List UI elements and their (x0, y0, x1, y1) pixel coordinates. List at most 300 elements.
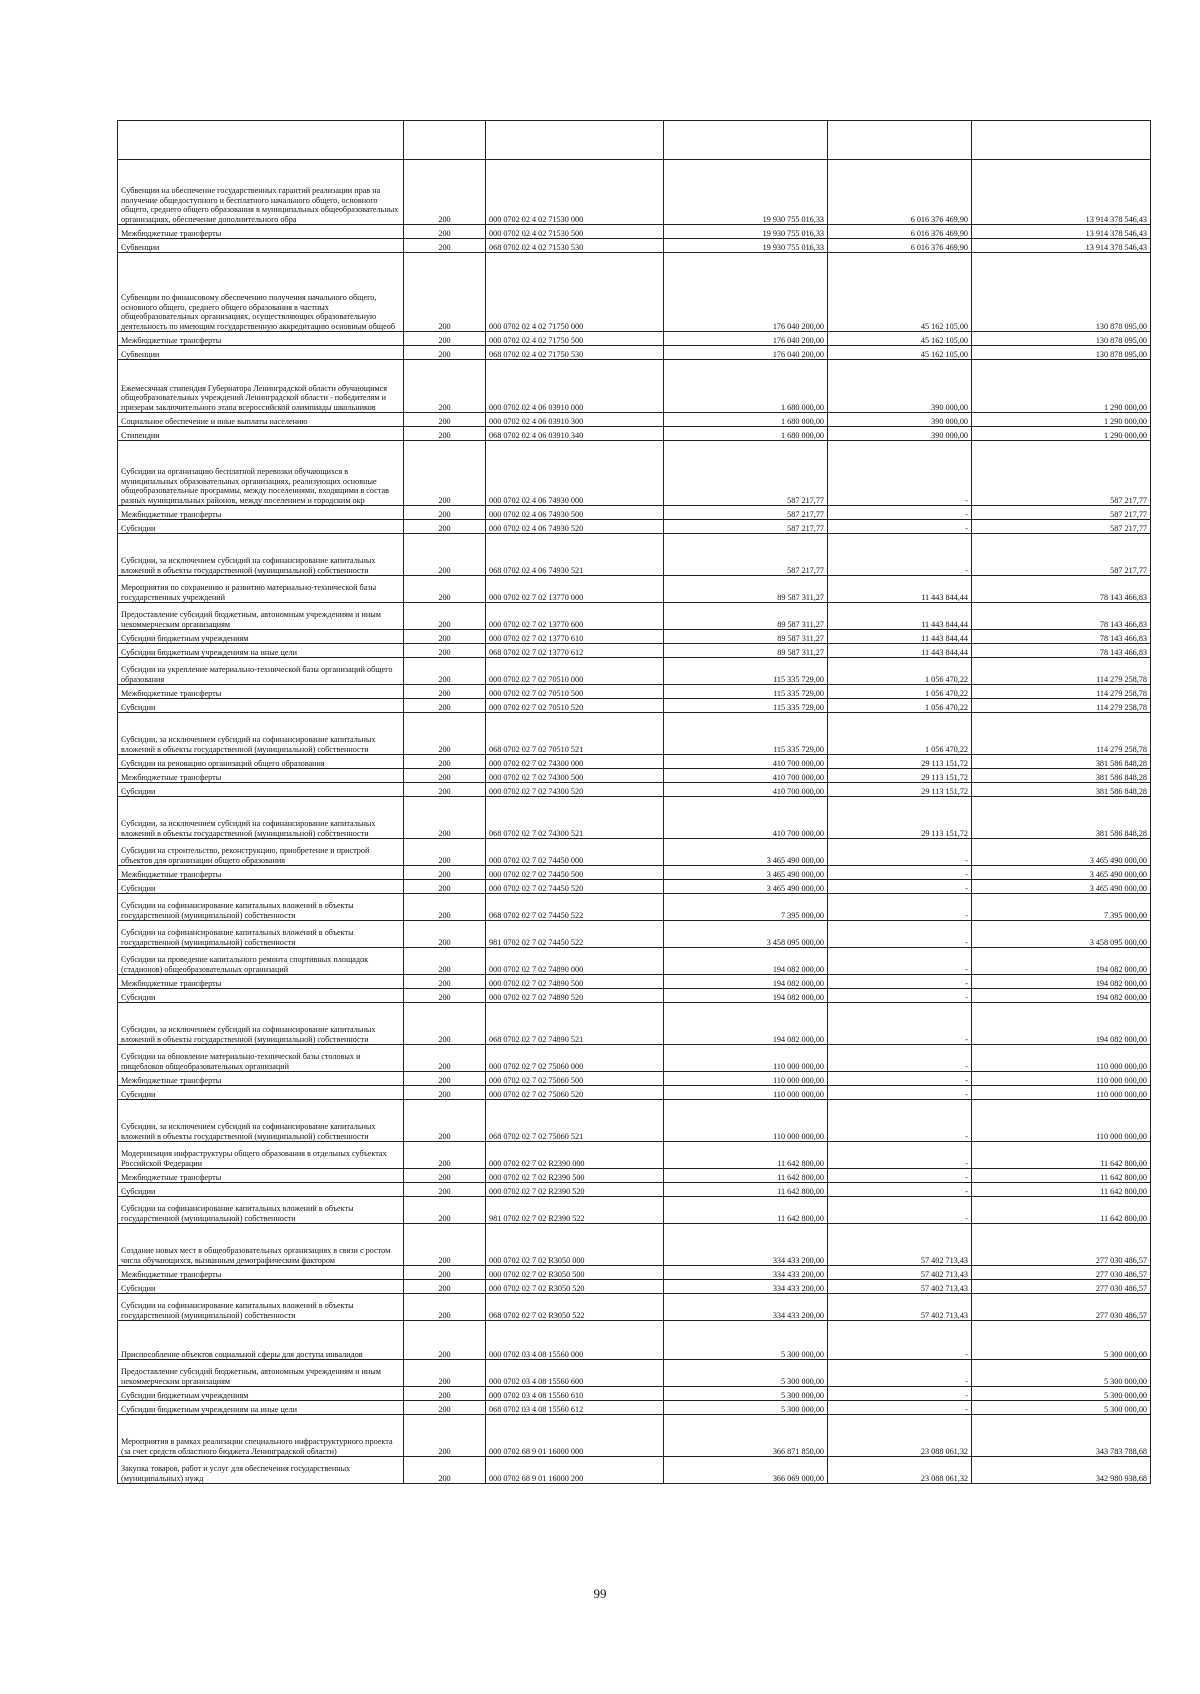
indicator-name-cell: Межбюджетные трансферты (118, 866, 404, 880)
indicator-name-cell: Субсидии, за исключением субсидий на софинансирование капитальных вложений в объекты государственной (муниципальной) собственности (118, 797, 404, 839)
budget-classification-code-cell: 068 0702 02 4 06 03910 340 (486, 427, 664, 441)
indicator-name-cell: Субсидии, за исключением субсидий на софинансирование капитальных вложений в объекты государственной (муниципальной) собственности (118, 713, 404, 755)
unexecuted-cell: 5 300 000,00 (972, 1387, 1151, 1401)
line-code-cell: 200 (404, 1086, 486, 1100)
executed-cell: - (828, 839, 972, 866)
unexecuted-cell: 130 878 095,00 (972, 332, 1151, 346)
indicator-name-cell: Субвенции (118, 346, 404, 360)
table-header-row (118, 121, 1151, 160)
executed-cell: - (828, 989, 972, 1003)
indicator-name-cell: Стипендии (118, 427, 404, 441)
budget-execution-table (117, 120, 1151, 1484)
table-row (118, 921, 1151, 948)
table-row (118, 989, 1151, 1003)
line-code-cell: 200 (404, 1183, 486, 1197)
line-code-cell: 200 (404, 534, 486, 576)
line-code-cell: 200 (404, 520, 486, 534)
executed-cell: - (828, 948, 972, 975)
executed-cell: - (828, 921, 972, 948)
line-code-cell: 200 (404, 1169, 486, 1183)
line-code-cell: 200 (404, 1321, 486, 1360)
indicator-name-cell: Межбюджетные трансферты (118, 1169, 404, 1183)
budget-classification-code-cell: 068 0702 02 4 02 71530 530 (486, 239, 664, 253)
line-code-cell: 200 (404, 1280, 486, 1294)
approved-budget-cell: 194 082 000,00 (664, 1003, 828, 1045)
approved-budget-cell: 176 040 200,00 (664, 253, 828, 332)
approved-budget-cell: 5 300 000,00 (664, 1387, 828, 1401)
unexecuted-cell: 342 980 938,68 (972, 1457, 1151, 1484)
unexecuted-cell: 78 143 466,83 (972, 630, 1151, 644)
budget-classification-code-cell: 981 0702 02 7 02 74450 522 (486, 921, 664, 948)
indicator-name-cell: Субсидии на софинансирование капитальных вложений в объекты государственной (муниципальной) собственности (118, 1294, 404, 1321)
indicator-name-cell: Субсидии на софинансирование капитальных вложений в объекты государственной (муниципальной) собственности (118, 894, 404, 921)
approved-budget-cell: 110 000 000,00 (664, 1086, 828, 1100)
approved-budget-cell: 194 082 000,00 (664, 989, 828, 1003)
line-code-cell: 200 (404, 1415, 486, 1457)
approved-budget-cell: 366 069 000,00 (664, 1457, 828, 1484)
unexecuted-cell: 381 586 848,28 (972, 797, 1151, 839)
indicator-name-cell: Субсидии на организацию бесплатной перевозки обучающихся в муниципальных образовательных организациях, реализующих основные общеобразовательные программы, между поселениями, входящими в состав разных муниципальных районов, между поселением и городским окр (118, 441, 404, 506)
line-code-cell: 200 (404, 839, 486, 866)
unexecuted-cell: 3 465 490 000,00 (972, 866, 1151, 880)
line-code-cell: 200 (404, 603, 486, 630)
table-row (118, 1169, 1151, 1183)
line-code-cell: 200 (404, 713, 486, 755)
approved-budget-cell: 7 395 000,00 (664, 894, 828, 921)
executed-cell: 1 056 470,22 (828, 658, 972, 685)
header-cell (404, 121, 486, 160)
unexecuted-cell: 343 783 788,68 (972, 1415, 1151, 1457)
approved-budget-cell: 3 465 490 000,00 (664, 866, 828, 880)
line-code-cell: 200 (404, 685, 486, 699)
table-row (118, 346, 1151, 360)
line-code-cell: 200 (404, 948, 486, 975)
unexecuted-cell: 3 465 490 000,00 (972, 839, 1151, 866)
table-row (118, 160, 1151, 225)
unexecuted-cell: 277 030 486,57 (972, 1266, 1151, 1280)
approved-budget-cell: 1 680 000,00 (664, 413, 828, 427)
approved-budget-cell: 89 587 311,27 (664, 576, 828, 603)
table-row (118, 1045, 1151, 1072)
executed-cell: - (828, 1197, 972, 1224)
executed-cell: 29 113 151,72 (828, 783, 972, 797)
approved-budget-cell: 11 642 800,00 (664, 1197, 828, 1224)
approved-budget-cell: 110 000 000,00 (664, 1072, 828, 1086)
executed-cell: - (828, 441, 972, 506)
indicator-name-cell: Субсидии (118, 1086, 404, 1100)
indicator-name-cell: Межбюджетные трансферты (118, 1266, 404, 1280)
unexecuted-cell: 114 279 258,78 (972, 685, 1151, 699)
line-code-cell: 200 (404, 644, 486, 658)
indicator-name-cell: Межбюджетные трансферты (118, 1072, 404, 1086)
executed-cell: 1 056 470,22 (828, 685, 972, 699)
unexecuted-cell: 110 000 000,00 (972, 1072, 1151, 1086)
budget-classification-code-cell: 000 0702 02 4 02 71530 000 (486, 160, 664, 225)
table-body (118, 121, 1151, 1484)
unexecuted-cell: 3 458 095 000,00 (972, 921, 1151, 948)
budget-classification-code-cell: 000 0702 02 4 06 03910 000 (486, 360, 664, 413)
line-code-cell: 200 (404, 441, 486, 506)
table-row (118, 658, 1151, 685)
budget-classification-code-cell: 000 0702 02 7 02 13770 610 (486, 630, 664, 644)
line-code-cell: 200 (404, 699, 486, 713)
table-row (118, 839, 1151, 866)
unexecuted-cell: 277 030 486,57 (972, 1224, 1151, 1266)
unexecuted-cell: 381 586 848,28 (972, 755, 1151, 769)
approved-budget-cell: 110 000 000,00 (664, 1100, 828, 1142)
indicator-name-cell: Субсидии (118, 1280, 404, 1294)
approved-budget-cell: 19 930 755 016,33 (664, 225, 828, 239)
unexecuted-cell: 1 290 000,00 (972, 360, 1151, 413)
table-row (118, 755, 1151, 769)
executed-cell: 29 113 151,72 (828, 769, 972, 783)
table-row (118, 1415, 1151, 1457)
executed-cell: - (828, 1072, 972, 1086)
approved-budget-cell: 176 040 200,00 (664, 332, 828, 346)
indicator-name-cell: Субвенции на обеспечение государственных гарантий реализации прав на получение общедоступного и бесплатного начального общего, основного общего, среднего общего образования в муниципальных общеобразовательных организациях, обеспечение дополнительного обра (118, 160, 404, 225)
budget-classification-code-cell: 000 0702 02 7 02 74890 000 (486, 948, 664, 975)
unexecuted-cell: 78 143 466,83 (972, 603, 1151, 630)
line-code-cell: 200 (404, 921, 486, 948)
budget-classification-code-cell: 068 0702 02 7 02 74450 522 (486, 894, 664, 921)
table-row (118, 880, 1151, 894)
approved-budget-cell: 410 700 000,00 (664, 783, 828, 797)
line-code-cell: 200 (404, 658, 486, 685)
line-code-cell: 200 (404, 975, 486, 989)
table-row (118, 1266, 1151, 1280)
table-row (118, 520, 1151, 534)
table-row (118, 603, 1151, 630)
executed-cell: - (828, 866, 972, 880)
budget-classification-code-cell: 000 0702 02 4 02 71530 500 (486, 225, 664, 239)
unexecuted-cell: 277 030 486,57 (972, 1280, 1151, 1294)
executed-cell: 23 088 061,32 (828, 1415, 972, 1457)
line-code-cell: 200 (404, 1401, 486, 1415)
unexecuted-cell: 1 290 000,00 (972, 427, 1151, 441)
approved-budget-cell: 19 930 755 016,33 (664, 239, 828, 253)
indicator-name-cell: Закупка товаров, работ и услуг для обеспечения государственных (муниципальных) нужд (118, 1457, 404, 1484)
budget-classification-code-cell: 000 0702 02 7 02 74450 500 (486, 866, 664, 880)
line-code-cell: 200 (404, 1100, 486, 1142)
line-code-cell: 200 (404, 1387, 486, 1401)
line-code-cell: 200 (404, 989, 486, 1003)
executed-cell: 57 402 713,43 (828, 1280, 972, 1294)
indicator-name-cell: Субсидии (118, 783, 404, 797)
header-cell (664, 121, 828, 160)
indicator-name-cell: Межбюджетные трансферты (118, 506, 404, 520)
indicator-name-cell: Ежемесячная стипендия Губернатора Ленинградской области обучающимся общеобразовательных учреждений Ленинградской области - победителям и призерам заключительного этапа всероссийской олимпиады школьников (118, 360, 404, 413)
unexecuted-cell: 194 082 000,00 (972, 948, 1151, 975)
budget-classification-code-cell: 000 0702 02 7 02 74300 000 (486, 755, 664, 769)
approved-budget-cell: 115 335 729,00 (664, 658, 828, 685)
executed-cell: 1 056 470,22 (828, 713, 972, 755)
table-row (118, 1360, 1151, 1387)
unexecuted-cell: 13 914 378 546,43 (972, 160, 1151, 225)
budget-classification-code-cell: 000 0702 02 4 02 71750 000 (486, 253, 664, 332)
unexecuted-cell: 194 082 000,00 (972, 1003, 1151, 1045)
unexecuted-cell: 110 000 000,00 (972, 1086, 1151, 1100)
budget-classification-code-cell: 000 0702 03 4 08 15560 600 (486, 1360, 664, 1387)
budget-classification-code-cell: 000 0702 02 7 02 R3050 520 (486, 1280, 664, 1294)
line-code-cell: 200 (404, 160, 486, 225)
unexecuted-cell: 114 279 258,78 (972, 658, 1151, 685)
line-code-cell: 200 (404, 506, 486, 520)
table-row (118, 797, 1151, 839)
executed-cell: - (828, 1183, 972, 1197)
budget-classification-code-cell: 000 0702 02 7 02 13770 600 (486, 603, 664, 630)
executed-cell: 57 402 713,43 (828, 1294, 972, 1321)
unexecuted-cell: 13 914 378 546,43 (972, 225, 1151, 239)
unexecuted-cell: 3 465 490 000,00 (972, 880, 1151, 894)
approved-budget-cell: 115 335 729,00 (664, 699, 828, 713)
approved-budget-cell: 11 642 800,00 (664, 1142, 828, 1169)
executed-cell: - (828, 1086, 972, 1100)
line-code-cell: 200 (404, 880, 486, 894)
executed-cell: - (828, 975, 972, 989)
budget-classification-code-cell: 000 0702 02 4 06 74930 000 (486, 441, 664, 506)
line-code-cell: 200 (404, 1197, 486, 1224)
executed-cell: 390 000,00 (828, 360, 972, 413)
table-row (118, 1280, 1151, 1294)
unexecuted-cell: 11 642 800,00 (972, 1183, 1151, 1197)
line-code-cell: 200 (404, 576, 486, 603)
approved-budget-cell: 89 587 311,27 (664, 644, 828, 658)
line-code-cell: 200 (404, 1003, 486, 1045)
executed-cell: 57 402 713,43 (828, 1266, 972, 1280)
indicator-name-cell: Субсидии (118, 880, 404, 894)
executed-cell: 11 443 844,44 (828, 644, 972, 658)
table-row (118, 534, 1151, 576)
table-row (118, 576, 1151, 603)
executed-cell: 390 000,00 (828, 413, 972, 427)
unexecuted-cell: 194 082 000,00 (972, 975, 1151, 989)
executed-cell: 11 443 844,44 (828, 630, 972, 644)
line-code-cell: 200 (404, 225, 486, 239)
header-cell (972, 121, 1151, 160)
unexecuted-cell: 11 642 800,00 (972, 1197, 1151, 1224)
unexecuted-cell: 110 000 000,00 (972, 1045, 1151, 1072)
approved-budget-cell: 366 871 850,00 (664, 1415, 828, 1457)
executed-cell: 11 443 844,44 (828, 603, 972, 630)
budget-classification-code-cell: 000 0702 02 7 02 70510 000 (486, 658, 664, 685)
line-code-cell: 200 (404, 413, 486, 427)
approved-budget-cell: 334 433 200,00 (664, 1266, 828, 1280)
unexecuted-cell: 130 878 095,00 (972, 346, 1151, 360)
approved-budget-cell: 587 217,77 (664, 441, 828, 506)
line-code-cell: 200 (404, 797, 486, 839)
unexecuted-cell: 11 642 800,00 (972, 1142, 1151, 1169)
indicator-name-cell: Субсидии бюджетным учреждениям (118, 1387, 404, 1401)
line-code-cell: 200 (404, 755, 486, 769)
approved-budget-cell: 176 040 200,00 (664, 346, 828, 360)
indicator-name-cell: Субсидии, за исключением субсидий на софинансирование капитальных вложений в объекты государственной (муниципальной) собственности (118, 1003, 404, 1045)
approved-budget-cell: 410 700 000,00 (664, 797, 828, 839)
executed-cell: 6 016 376 469,90 (828, 239, 972, 253)
table-row (118, 713, 1151, 755)
approved-budget-cell: 5 300 000,00 (664, 1360, 828, 1387)
approved-budget-cell: 19 930 755 016,33 (664, 160, 828, 225)
budget-classification-code-cell: 000 0702 02 7 02 74890 500 (486, 975, 664, 989)
approved-budget-cell: 334 433 200,00 (664, 1280, 828, 1294)
executed-cell: 390 000,00 (828, 427, 972, 441)
unexecuted-cell: 587 217,77 (972, 441, 1151, 506)
executed-cell: 11 443 844,44 (828, 576, 972, 603)
budget-classification-code-cell: 068 0702 02 4 06 74930 521 (486, 534, 664, 576)
approved-budget-cell: 11 642 800,00 (664, 1169, 828, 1183)
line-code-cell: 200 (404, 866, 486, 880)
table-row (118, 413, 1151, 427)
executed-cell: - (828, 1401, 972, 1415)
indicator-name-cell: Мероприятия в рамках реализации специального инфраструктурного проекта (за счет средств областного бюджета Ленинградской области) (118, 1415, 404, 1457)
table-row (118, 1142, 1151, 1169)
budget-classification-code-cell: 068 0702 02 7 02 13770 612 (486, 644, 664, 658)
unexecuted-cell: 194 082 000,00 (972, 989, 1151, 1003)
indicator-name-cell: Субсидии на строительство, реконструкцию, приобретение и пристрой объектов для организации общего образования (118, 839, 404, 866)
budget-classification-code-cell: 000 0702 02 7 02 R3050 000 (486, 1224, 664, 1266)
approved-budget-cell: 587 217,77 (664, 520, 828, 534)
budget-classification-code-cell: 000 0702 02 7 02 R3050 500 (486, 1266, 664, 1280)
budget-classification-code-cell: 068 0702 02 7 02 74300 521 (486, 797, 664, 839)
unexecuted-cell: 277 030 486,57 (972, 1294, 1151, 1321)
unexecuted-cell: 1 290 000,00 (972, 413, 1151, 427)
budget-classification-code-cell: 000 0702 02 7 02 74450 520 (486, 880, 664, 894)
indicator-name-cell: Субвенции по финансовому обеспечению получения начального общего, основного общего, среднего общего образования в частных общеобразовательных организациях, осуществляющих образовательную деятельность по имеющим государственную аккредитацию основным общеоб (118, 253, 404, 332)
unexecuted-cell: 110 000 000,00 (972, 1100, 1151, 1142)
line-code-cell: 200 (404, 253, 486, 332)
line-code-cell: 200 (404, 1045, 486, 1072)
budget-classification-code-cell: 000 0702 02 7 02 R2390 500 (486, 1169, 664, 1183)
table-row (118, 441, 1151, 506)
table-row (118, 894, 1151, 921)
budget-classification-code-cell: 000 0702 02 7 02 75060 520 (486, 1086, 664, 1100)
approved-budget-cell: 410 700 000,00 (664, 769, 828, 783)
executed-cell: - (828, 534, 972, 576)
table-row (118, 1401, 1151, 1415)
indicator-name-cell: Межбюджетные трансферты (118, 225, 404, 239)
indicator-name-cell: Модернизация инфраструктуры общего образования в отдельных субъектах Российской Федерации (118, 1142, 404, 1169)
header-cell (118, 121, 404, 160)
budget-classification-code-cell: 068 0702 02 4 02 71750 530 (486, 346, 664, 360)
unexecuted-cell: 5 300 000,00 (972, 1360, 1151, 1387)
indicator-name-cell: Субсидии (118, 520, 404, 534)
executed-cell: 57 402 713,43 (828, 1224, 972, 1266)
budget-classification-code-cell: 000 0702 03 4 08 15560 000 (486, 1321, 664, 1360)
line-code-cell: 200 (404, 360, 486, 413)
table-row (118, 769, 1151, 783)
indicator-name-cell: Субсидии бюджетным учреждениям на иные цели (118, 1401, 404, 1415)
executed-cell: - (828, 1045, 972, 1072)
table-row (118, 1294, 1151, 1321)
table-row (118, 685, 1151, 699)
line-code-cell: 200 (404, 427, 486, 441)
line-code-cell: 200 (404, 769, 486, 783)
executed-cell: - (828, 506, 972, 520)
budget-classification-code-cell: 000 0702 02 7 02 R2390 000 (486, 1142, 664, 1169)
table-row (118, 783, 1151, 797)
executed-cell: 29 113 151,72 (828, 797, 972, 839)
line-code-cell: 200 (404, 894, 486, 921)
executed-cell: - (828, 520, 972, 534)
budget-classification-code-cell: 068 0702 02 7 02 74890 521 (486, 1003, 664, 1045)
budget-classification-code-cell: 068 0702 03 4 08 15560 612 (486, 1401, 664, 1415)
approved-budget-cell: 3 458 095 000,00 (664, 921, 828, 948)
budget-classification-code-cell: 000 0702 02 7 02 13770 000 (486, 576, 664, 603)
table-row (118, 948, 1151, 975)
budget-classification-code-cell: 000 0702 02 7 02 74450 000 (486, 839, 664, 866)
table-row (118, 975, 1151, 989)
approved-budget-cell: 5 300 000,00 (664, 1401, 828, 1415)
unexecuted-cell: 587 217,77 (972, 506, 1151, 520)
indicator-name-cell: Субсидии (118, 699, 404, 713)
table-row (118, 699, 1151, 713)
indicator-name-cell: Приспособление объектов социальной сферы для доступа инвалидов (118, 1321, 404, 1360)
table-row (118, 1086, 1151, 1100)
approved-budget-cell: 5 300 000,00 (664, 1321, 828, 1360)
table-row (118, 1197, 1151, 1224)
table-row (118, 1457, 1151, 1484)
indicator-name-cell: Межбюджетные трансферты (118, 332, 404, 346)
unexecuted-cell: 5 300 000,00 (972, 1401, 1151, 1415)
executed-cell: - (828, 1321, 972, 1360)
approved-budget-cell: 194 082 000,00 (664, 975, 828, 989)
indicator-name-cell: Субсидии, за исключением субсидий на софинансирование капитальных вложений в объекты государственной (муниципальной) собственности (118, 1100, 404, 1142)
indicator-name-cell: Субсидии на софинансирование капитальных вложений в объекты государственной (муниципальной) собственности (118, 1197, 404, 1224)
approved-budget-cell: 1 680 000,00 (664, 360, 828, 413)
executed-cell: - (828, 1100, 972, 1142)
line-code-cell: 200 (404, 332, 486, 346)
approved-budget-cell: 587 217,77 (664, 506, 828, 520)
table-row (118, 225, 1151, 239)
table-row (118, 644, 1151, 658)
budget-classification-code-cell: 000 0702 02 7 02 75060 000 (486, 1045, 664, 1072)
executed-cell: 6 016 376 469,90 (828, 225, 972, 239)
line-code-cell: 200 (404, 1224, 486, 1266)
budget-classification-code-cell: 000 0702 02 4 06 74930 520 (486, 520, 664, 534)
line-code-cell: 200 (404, 783, 486, 797)
indicator-name-cell: Предоставление субсидий бюджетным, автономным учреждениям и иным некоммерческим организациям (118, 1360, 404, 1387)
table-row (118, 1387, 1151, 1401)
indicator-name-cell: Субсидии, за исключением субсидий на софинансирование капитальных вложений в объекты государственной (муниципальной) собственности (118, 534, 404, 576)
budget-classification-code-cell: 000 0702 68 9 01 16000 200 (486, 1457, 664, 1484)
budget-classification-code-cell: 000 0702 02 7 02 70510 520 (486, 699, 664, 713)
approved-budget-cell: 89 587 311,27 (664, 603, 828, 630)
approved-budget-cell: 115 335 729,00 (664, 713, 828, 755)
indicator-name-cell: Субсидии на софинансирование капитальных вложений в объекты государственной (муниципальной) собственности (118, 921, 404, 948)
indicator-name-cell: Межбюджетные трансферты (118, 975, 404, 989)
executed-cell: 45 162 105,00 (828, 346, 972, 360)
indicator-name-cell: Субсидии бюджетным учреждениям (118, 630, 404, 644)
indicator-name-cell: Мероприятия по сохранению и развитию материально-технической базы государственных учреждений (118, 576, 404, 603)
indicator-name-cell: Межбюджетные трансферты (118, 685, 404, 699)
approved-budget-cell: 1 680 000,00 (664, 427, 828, 441)
approved-budget-cell: 115 335 729,00 (664, 685, 828, 699)
approved-budget-cell: 334 433 200,00 (664, 1224, 828, 1266)
table-row (118, 1003, 1151, 1045)
line-code-cell: 200 (404, 1294, 486, 1321)
line-code-cell: 200 (404, 1266, 486, 1280)
budget-report-sheet (117, 120, 1150, 1484)
header-cell (486, 121, 664, 160)
budget-classification-code-cell: 000 0702 02 4 06 74930 500 (486, 506, 664, 520)
budget-classification-code-cell: 000 0702 02 4 02 71750 500 (486, 332, 664, 346)
table-row (118, 239, 1151, 253)
table-row (118, 1224, 1151, 1266)
unexecuted-cell: 11 642 800,00 (972, 1169, 1151, 1183)
indicator-name-cell: Субсидии бюджетным учреждениям на иные цели (118, 644, 404, 658)
table-row (118, 253, 1151, 332)
unexecuted-cell: 114 279 258,78 (972, 699, 1151, 713)
table-row (118, 360, 1151, 413)
